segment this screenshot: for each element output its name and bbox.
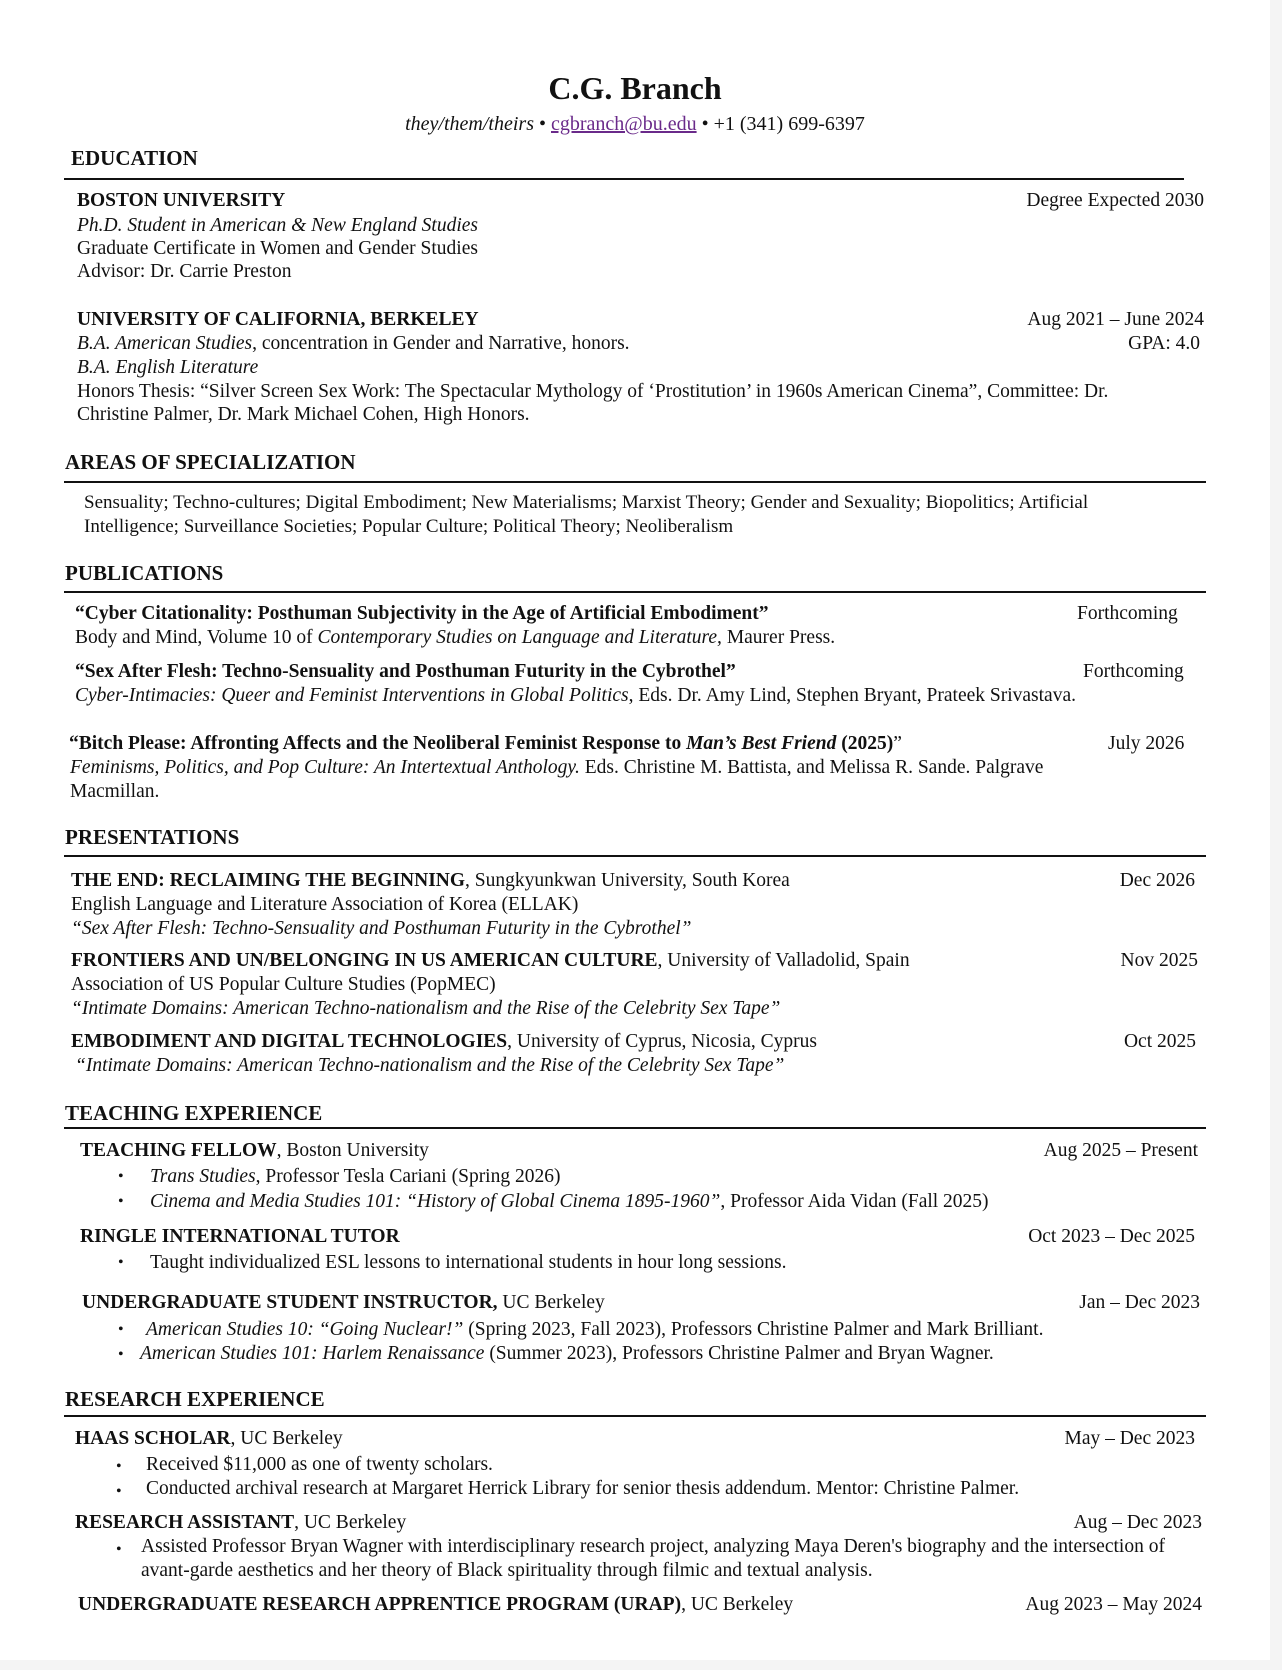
specialization-text: Sensuality; Techno-cultures; Digital Embodiment; New Materialisms; Marxist Theory; Gender and Sexuality; Biopolitics; Artificial: [84, 492, 1089, 513]
list-item: [150, 1191, 989, 1213]
event-name: THE END: RECLAIMING THE BEGINNING: [71, 870, 466, 891]
list-item: [140, 1343, 994, 1365]
position-title: [82, 1292, 605, 1314]
course: Cinema and Media Studies 101: “History of Global Cinema 1895-1960”: [150, 1191, 721, 1212]
publication-title: [69, 733, 902, 755]
presentation-talk: “Sex After Flesh: Techno-Sensuality and Posthuman Futurity in the Cybrothel”: [71, 918, 692, 939]
venue-text: Maurer Press.: [721, 627, 836, 648]
presentation-title: [71, 870, 790, 892]
venue-text: Eds. Christine M. Battista, and Melissa R. Sande. Palgrave: [579, 757, 1044, 778]
course-detail: , Professor Aida Vidan (Fall 2025): [720, 1191, 989, 1212]
role: TEACHING FELLOW: [80, 1140, 277, 1161]
event-place: , University of Cyprus, Nicosia, Cyprus: [507, 1031, 817, 1052]
section-heading-research: RESEARCH EXPERIENCE: [65, 1387, 325, 1411]
presentation-talk: “Intimate Domains: American Techno-nationalism and the Rise of the Celebrity Sex Tape”: [75, 1055, 785, 1076]
venue-text: , Eds. Dr. Amy Lind, Stephen Bryant, Prateek Srivastava.: [628, 685, 1076, 706]
thesis: Honors Thesis: “Silver Screen Sex Work: The Spectacular Mythology of ‘Prostitution’ in 1960s American Cinema”, Committee: Dr.: [77, 381, 1109, 402]
degree: B.A. English Literature: [77, 357, 259, 378]
publication-venue: Macmillan.: [70, 781, 160, 802]
presentation-talk: “Intimate Domains: American Techno-nationalism and the Rise of the Celebrity Sex Tape”: [71, 998, 781, 1019]
bullet-icon: •: [118, 1321, 124, 1338]
institution: , UC Berkeley: [294, 1512, 407, 1533]
course: American Studies 101: Harlem Renaissance: [140, 1343, 485, 1364]
date: Degree Expected 2030: [1026, 190, 1204, 211]
publication-status: July 2026: [1108, 733, 1185, 754]
publication-venue: [75, 685, 1076, 707]
event-name: EMBODIMENT AND DIGITAL TECHNOLOGIES: [71, 1031, 508, 1052]
degree-italic: B.A. American Studies: [77, 333, 253, 354]
date: Oct 2025: [1123, 1031, 1196, 1052]
pronouns: they/them/theirs: [405, 113, 534, 135]
bullet-icon: •: [118, 1193, 124, 1210]
degree: [77, 333, 630, 355]
role: UNDERGRADUATE RESEARCH APPRENTICE PROGRAM (URAP): [78, 1594, 682, 1615]
position-title: [75, 1512, 406, 1534]
separator: •: [533, 113, 551, 135]
section-heading-teaching: TEACHING EXPERIENCE: [65, 1101, 323, 1125]
section-heading-education: EDUCATION: [71, 146, 198, 170]
institution: , Boston University: [276, 1140, 429, 1161]
publication-status: Forthcoming: [1083, 661, 1184, 682]
list-item: Conducted archival research at Margaret Herrick Library for senior thesis addendum. Mentor: Christine Palmer.: [146, 1478, 1020, 1499]
list-item: Assisted Professor Bryan Wagner with interdisciplinary research project, analyzing Maya Deren's biography and the intersection of: [141, 1536, 1165, 1557]
section-heading-specialization: AREAS OF SPECIALIZATION: [65, 450, 356, 474]
section-divider: [64, 855, 1206, 857]
phone: • +1 (341) 699-6397: [701, 113, 865, 135]
bullet-icon: •: [116, 1483, 122, 1500]
institution: , UC Berkeley: [230, 1428, 343, 1449]
presentation-org: English Language and Literature Association of Korea (ELLAK): [71, 894, 579, 915]
course-detail: (Spring 2023, Fall 2023), Professors Christine Palmer and Mark Brilliant.: [463, 1319, 1044, 1340]
course-detail: , Professor Tesla Cariani (Spring 2026): [255, 1166, 561, 1187]
date: Dec 2026: [1119, 870, 1195, 891]
section-divider: [64, 1127, 1206, 1129]
list-item: Taught individualized ESL lessons to international students in hour long sessions.: [150, 1252, 787, 1273]
venue-italic: Cyber-Intimacies: Queer and Feminist Interventions in Global Politics: [75, 685, 629, 706]
specialization-text: Intelligence; Surveillance Societies; Popular Culture; Political Theory; Neoliberalism: [84, 516, 734, 537]
bullet-icon: •: [118, 1346, 124, 1363]
publication-venue: [70, 757, 1043, 779]
date: Aug 2025 – Present: [1043, 1140, 1198, 1161]
section-divider: [64, 591, 1206, 593]
publication-status: Forthcoming: [1077, 603, 1178, 624]
gpa: GPA: 4.0: [1128, 333, 1200, 354]
role: UNDERGRADUATE STUDENT INSTRUCTOR,: [82, 1292, 498, 1313]
degree: Ph.D. Student in American & New England Studies: [77, 215, 478, 236]
bullet-icon: •: [116, 1458, 122, 1475]
course: American Studies 10: “Going Nuclear!”: [146, 1319, 464, 1340]
date: Aug – Dec 2023: [1073, 1512, 1202, 1533]
course-detail: (Summer 2023), Professors Christine Palmer and Bryan Wagner.: [484, 1343, 994, 1364]
date: Aug 2023 – May 2024: [1025, 1594, 1202, 1615]
position-title: [80, 1140, 429, 1162]
section-divider: [64, 178, 1184, 180]
date: Aug 2021 – June 2024: [1027, 309, 1204, 330]
publication-venue: [75, 627, 835, 649]
presentation-title: [71, 1031, 817, 1053]
event-place: , Sungkyunkwan University, South Korea: [465, 870, 790, 891]
school-name: UNIVERSITY OF CALIFORNIA, BERKELEY: [77, 309, 479, 330]
advisor: Advisor: Dr. Carrie Preston: [77, 261, 292, 282]
event-name: FRONTIERS AND UN/BELONGING IN US AMERICAN CULTURE: [71, 950, 658, 971]
certificate: Graduate Certificate in Women and Gender Studies: [77, 238, 478, 259]
course: Trans Studies: [150, 1166, 256, 1187]
school-name: BOSTON UNIVERSITY: [77, 190, 286, 211]
position-title: RINGLE INTERNATIONAL TUTOR: [80, 1226, 400, 1247]
publication-title: “Sex After Flesh: Techno-Sensuality and Posthuman Futurity in the Cybrothel”: [75, 661, 736, 682]
list-item: Received $11,000 as one of twenty scholars.: [146, 1454, 493, 1475]
date: Oct 2023 – Dec 2025: [1028, 1226, 1195, 1247]
title-italic: Man’s Best Friend: [686, 733, 837, 754]
role: HAAS SCHOLAR: [75, 1428, 231, 1449]
bullet-icon: •: [118, 1168, 124, 1185]
thesis: Christine Palmer, Dr. Mark Michael Cohen, High Honors.: [77, 404, 530, 425]
title-text: ”: [893, 733, 902, 754]
bullet-icon: •: [118, 1254, 124, 1271]
section-divider: [64, 1415, 1206, 1417]
list-item: [146, 1319, 1043, 1341]
contact-line: [0, 113, 1270, 136]
presentation-org: Association of US Popular Culture Studies (PopMEC): [71, 974, 496, 995]
institution: UC Berkeley: [497, 1292, 605, 1313]
position-title: [75, 1428, 343, 1450]
section-heading-presentations: PRESENTATIONS: [65, 825, 240, 849]
title-text: (2025): [836, 733, 894, 754]
degree-rest: , concentration in Gender and Narrative, honors.: [252, 333, 630, 354]
role: RESEARCH ASSISTANT: [75, 1512, 295, 1533]
venue-text: Body and Mind, Volume 10 of: [75, 627, 318, 648]
institution: , UC Berkeley: [681, 1594, 794, 1615]
list-item: avant-garde aesthetics and her theory of Black spirituality through filmic and textual analysis.: [141, 1560, 873, 1581]
date: May – Dec 2023: [1064, 1428, 1195, 1449]
event-place: , University of Valladolid, Spain: [657, 950, 910, 971]
publication-title: “Cyber Citationality: Posthuman Subjectivity in the Age of Artificial Embodiment”: [75, 603, 769, 624]
date: Jan – Dec 2023: [1079, 1292, 1200, 1313]
section-heading-publications: PUBLICATIONS: [65, 561, 224, 585]
bullet-icon: •: [116, 1541, 122, 1558]
title-text: “Bitch Please: Affronting Affects and the Neoliberal Feminist Response to: [69, 733, 687, 754]
date: Nov 2025: [1120, 950, 1198, 971]
venue-italic: Feminisms, Politics, and Pop Culture: An Intertextual Anthology.: [70, 757, 580, 778]
venue-italic: Contemporary Studies on Language and Literature,: [317, 627, 722, 648]
list-item: [150, 1166, 560, 1188]
email-link[interactable]: cgbranch@bu.edu: [551, 113, 697, 135]
section-divider: [64, 481, 1206, 483]
presentation-title: [71, 950, 910, 972]
page-title: C.G. Branch: [548, 70, 722, 106]
position-title: [78, 1594, 793, 1616]
